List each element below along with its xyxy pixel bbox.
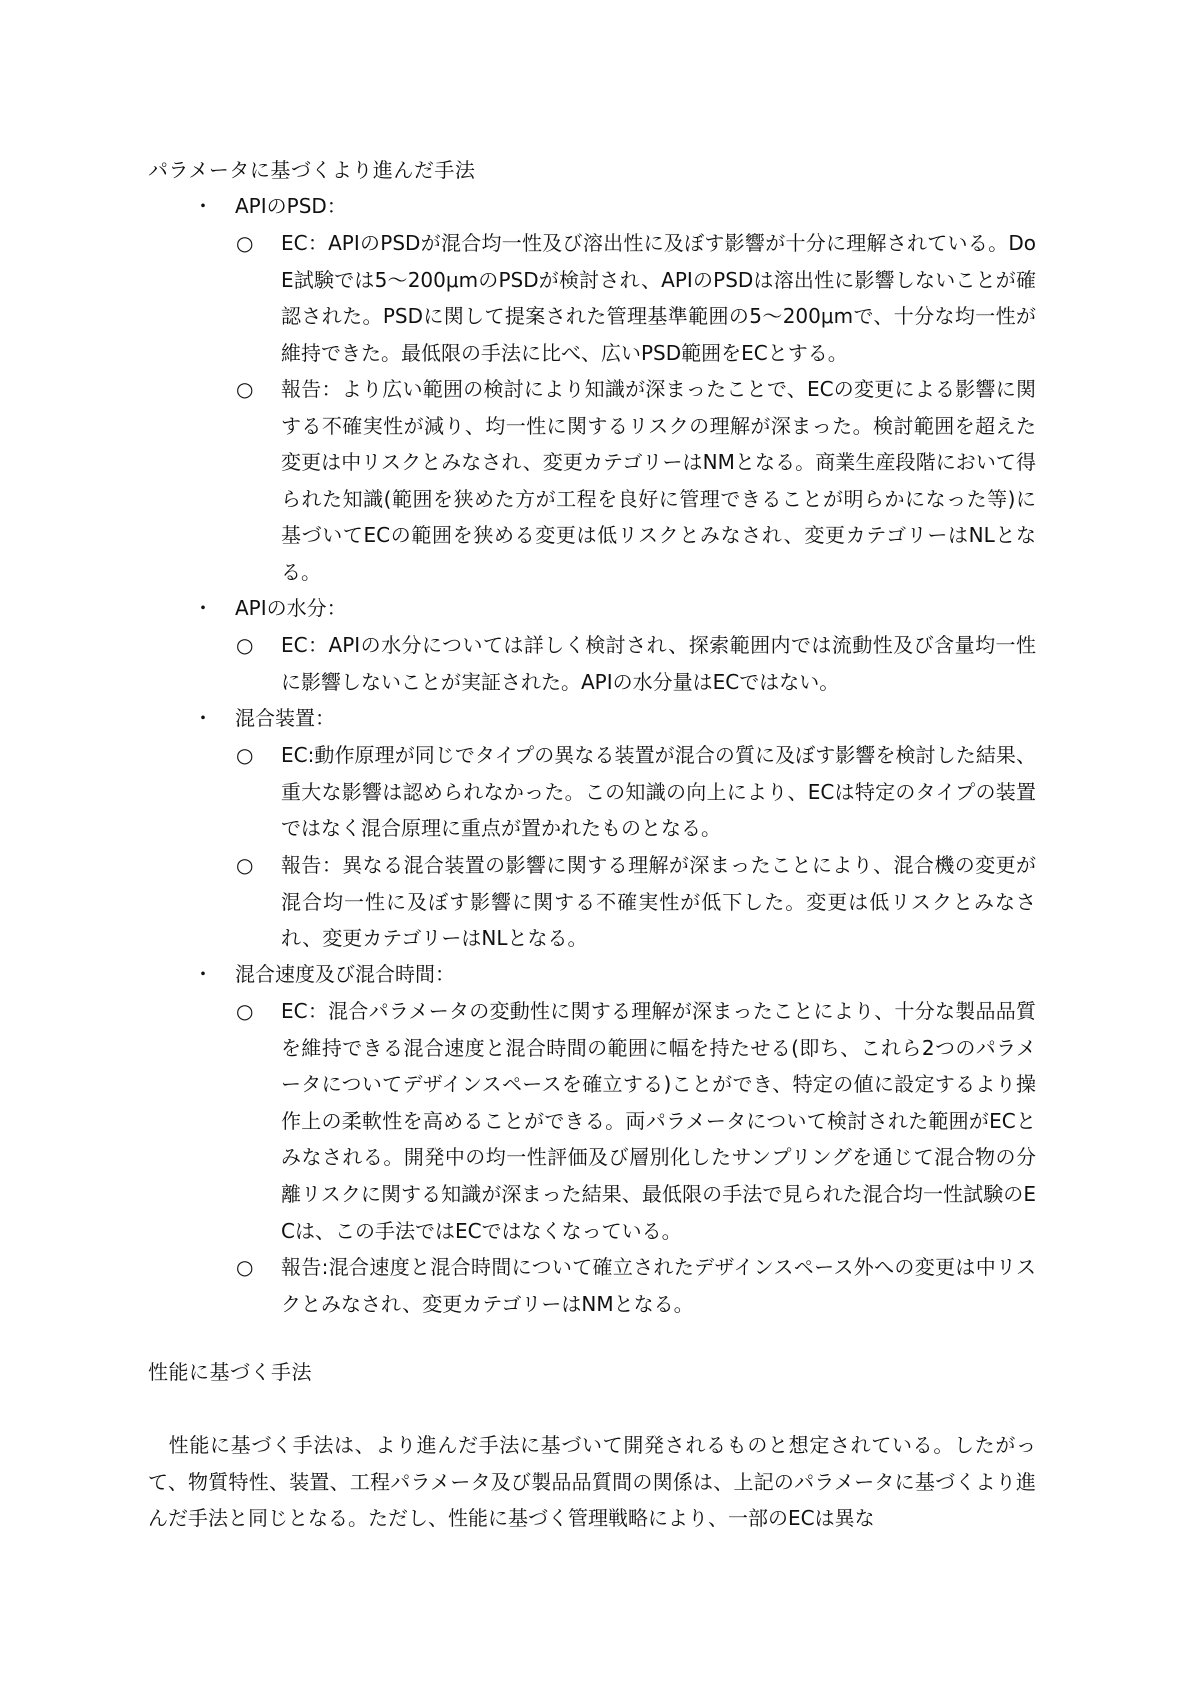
bullet-item: [193, 590, 347, 626]
sub-item-text: EC:動作原理が同じでタイプの異なる装置が混合の質に及ぼす影響を検討した結果、重大な影響は認められなかった。この知識の向上により、ECは特定のタイプの装置ではなく混合原理に重点が置かれたものとなる。: [281, 743, 1036, 841]
section-heading-performance: 性能に基づく手法: [148, 1360, 312, 1384]
sub-item: [236, 847, 1036, 957]
sub-item-text: EC：APIのPSDが混合均一性及び溶出性に及ぼす影響が十分に理解されている。DoE試験では5～200μmのPSDが検討され、APIのPSDは溶出性に影響しないことが確認された。PSDに関して提案された管理基準範囲の5～200μmで、十分な均一性が維持できた。最低限の手法に比べ、広いPSD範囲をECとする。: [281, 231, 1036, 365]
section-heading-parametric: パラメータに基づくより進んだ手法: [148, 158, 476, 182]
sub-item-text: EC：混合パラメータの変動性に関する理解が深まったことにより、十分な製品品質を維持できる混合速度と混合時間の範囲に幅を持たせる(即ち、これら2つのパラメータについてデザインスペースを確立する)ことができ、特定の値に設定するより操作上の柔軟性を高めることができる。両パラメータについて検討された範囲がECとみなされる。開発中の均一性評価及び層別化したサンプリングを通じて混合物の分離リスクに関する知識が深まった結果、最低限の手法で見られた混合均一性試験のECは、この手法ではECではなくなっている。: [281, 999, 1036, 1243]
circle-marker: ○: [236, 999, 254, 1023]
bullet-title: APIの水分：: [235, 596, 347, 620]
bullet-marker: ・: [193, 194, 213, 218]
bullet-title: APIのPSD：: [235, 194, 347, 218]
sub-item-text: 報告:混合速度と混合時間について確立されたデザインスペース外への変更は中リスクとみなされ、変更カテゴリーはNMとなる。: [281, 1255, 1036, 1316]
body-paragraph: 性能に基づく手法は、より進んだ手法に基づいて開発されるものと想定されている。したがって、物質特性、装置、工程パラメータ及び製品品質間の関係は、上記のパラメータに基づくより進んだ手法と同じとなる。ただし、性能に基づく管理戦略により、一部のECは異な: [148, 1433, 1036, 1531]
sub-item: [236, 225, 1036, 371]
circle-marker: ○: [236, 853, 254, 877]
bullet-item: [193, 700, 335, 736]
bullet-title: 混合速度及び混合時間：: [235, 962, 455, 986]
bullet-item: [193, 956, 455, 992]
sub-item-text: EC：APIの水分については詳しく検討され、探索範囲内では流動性及び含量均一性に影響しないことが実証された。APIの水分量はECではない。: [281, 633, 1036, 694]
sub-item-text: 報告：より広い範囲の検討により知識が深まったことで、ECの変更による影響に関する不確実性が減り、均一性に関するリスクの理解が深まった。検討範囲を超えた変更は中リスクとみなされ、変更カテゴリーはNMとなる。商業生産段階において得られた知識(範囲を狭めた方が工程を良好に管理できることが明らかになった等)に基づいてECの範囲を狭める変更は低リスクとみなされ、変更カテゴリーはNLとなる。: [281, 377, 1036, 584]
bullet-title: 混合装置：: [235, 706, 335, 730]
circle-marker: ○: [236, 377, 254, 401]
sub-item: [236, 993, 1036, 1249]
circle-marker: ○: [236, 743, 254, 767]
sub-item: [236, 1249, 1036, 1322]
bullet-marker: ・: [193, 706, 213, 730]
sub-item-text: 報告：異なる混合装置の影響に関する理解が深まったことにより、混合機の変更が混合均一性に及ぼす影響に関する不確実性が低下した。変更は低リスクとみなされ、変更カテゴリーはNLとなる。: [281, 853, 1036, 951]
bullet-marker: ・: [193, 962, 213, 986]
sub-item: [236, 737, 1036, 847]
sub-item: [236, 627, 1036, 700]
circle-marker: ○: [236, 231, 254, 255]
circle-marker: ○: [236, 1255, 254, 1279]
circle-marker: ○: [236, 633, 254, 657]
bullet-item: [193, 188, 347, 224]
sub-item: [236, 371, 1036, 591]
bullet-marker: ・: [193, 596, 213, 620]
